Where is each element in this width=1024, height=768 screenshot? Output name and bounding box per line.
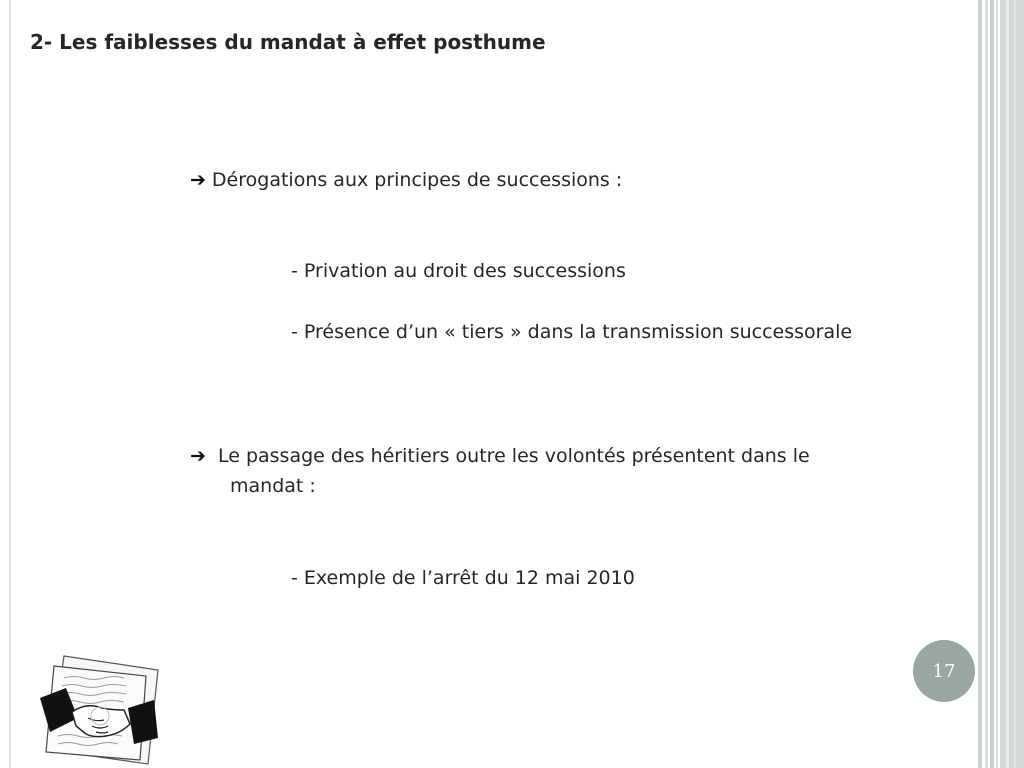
bullet-2-text-line2: mandat : [230, 475, 316, 497]
handshake-contract-image [36, 652, 166, 768]
page-number: 17 [932, 660, 956, 682]
stripe [1014, 0, 1016, 768]
stripe [996, 0, 998, 768]
slide-title: 2- Les faiblesses du mandat à effet posthume [30, 30, 546, 54]
left-divider [9, 0, 11, 768]
stripe [1006, 0, 1009, 768]
stripe [978, 0, 982, 768]
stripe [990, 0, 994, 768]
stripe [1000, 0, 1024, 768]
stripe [985, 0, 988, 768]
bullet-1 [190, 165, 622, 195]
sub-bullet-1: - Privation au droit des successions [291, 260, 626, 282]
bullet-1-text: Dérogations aux principes de successions : [211, 169, 623, 191]
sub-bullet-3: - Exemple de l’arrêt du 12 mai 2010 [291, 567, 635, 589]
bullet-2 [190, 441, 880, 501]
bullet-2-text-line1: Le passage des héritiers outre les volontés présentent dans le [217, 445, 810, 467]
arrow-right-icon: ➔ [190, 445, 206, 467]
arrow-right-icon: ➔ [190, 169, 206, 191]
page-number-badge [913, 640, 975, 702]
sub-bullet-2: - Présence d’un « tiers » dans la transmission successorale [291, 321, 853, 343]
right-decorative-stripes [976, 0, 1024, 768]
